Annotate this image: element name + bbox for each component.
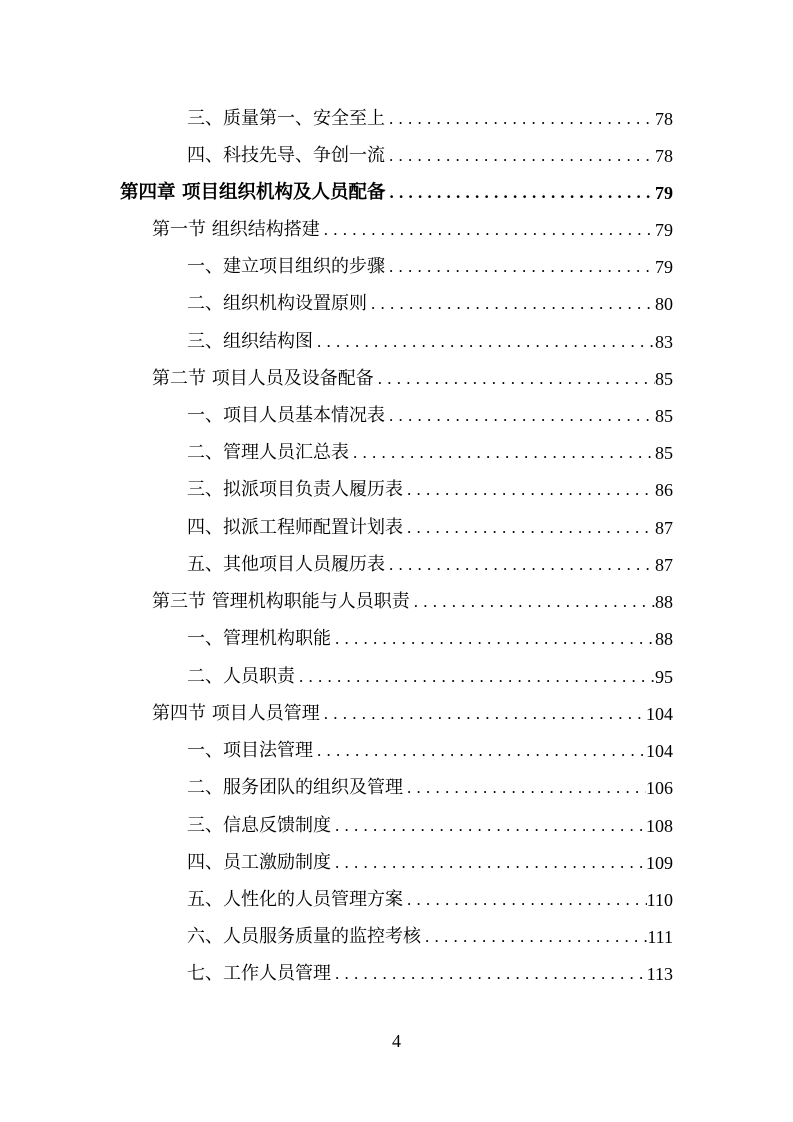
- toc-entry-title: 二、人员职责: [187, 666, 295, 687]
- toc-entry-title: 第四章 项目组织机构及人员配备: [120, 182, 386, 203]
- toc-entry[interactable]: [187, 624, 673, 654]
- toc-entry-page: 113: [646, 964, 673, 984]
- toc-dot-leader: [320, 215, 655, 245]
- toc-entry[interactable]: [187, 550, 673, 580]
- toc-dot-leader: [313, 327, 655, 357]
- toc-dot-leader: [313, 736, 646, 766]
- toc-dot-leader: [331, 811, 646, 841]
- toc-entry[interactable]: [187, 327, 673, 357]
- toc-entry-title: 四、拟派工程师配置计划表: [187, 517, 403, 538]
- toc-entry-title: 七、工作人员管理: [187, 963, 331, 984]
- toc-entry-page: 78: [655, 109, 673, 129]
- toc-section-entry[interactable]: [152, 699, 673, 729]
- toc-entry[interactable]: [187, 885, 673, 915]
- toc-dot-leader: [349, 438, 655, 468]
- toc-entry-title: 一、项目法管理: [187, 740, 313, 761]
- toc-entry-title: 六、人员服务质量的监控考核: [187, 926, 421, 947]
- toc-entry-page: 79: [655, 183, 673, 203]
- toc-entry-page: 106: [646, 778, 673, 798]
- toc-entry-title: 五、其他项目人员履历表: [187, 554, 385, 575]
- toc-entry-page: 104: [646, 704, 673, 724]
- toc-dot-leader: [331, 848, 646, 878]
- toc-dot-leader: [403, 885, 647, 915]
- toc-entry-title: 二、服务团队的组织及管理: [187, 777, 403, 798]
- toc-dot-leader: [385, 550, 655, 580]
- toc-entry[interactable]: [187, 773, 673, 803]
- page-number: 4: [392, 1031, 401, 1051]
- toc-entry-page: 88: [655, 592, 673, 612]
- toc-entry[interactable]: [187, 252, 673, 282]
- toc-entry-page: 87: [655, 555, 673, 575]
- toc-entry-title: 三、质量第一、安全至上: [187, 108, 385, 129]
- toc-entry-page: 87: [655, 518, 673, 538]
- toc-entry[interactable]: [187, 475, 673, 505]
- toc-entry[interactable]: [187, 922, 673, 952]
- toc-entry[interactable]: [187, 289, 673, 319]
- toc-dot-leader: [403, 773, 646, 803]
- toc-entry-title: 第二节 项目人员及设备配备: [152, 368, 374, 389]
- toc-dot-leader: [421, 922, 647, 952]
- toc-entry-page: 79: [655, 257, 673, 277]
- toc-entry[interactable]: [187, 401, 673, 431]
- toc-dot-leader: [385, 401, 655, 431]
- toc-dot-leader: [385, 141, 655, 171]
- toc-entry[interactable]: [187, 736, 673, 766]
- toc-entry-title: 一、管理机构职能: [187, 628, 331, 649]
- toc-entry-page: 95: [655, 667, 673, 687]
- toc-entry-page: 83: [655, 332, 673, 352]
- toc-entry[interactable]: [187, 104, 673, 134]
- toc-entry[interactable]: [187, 848, 673, 878]
- toc-entry-title: 三、信息反馈制度: [187, 815, 331, 836]
- toc-dot-leader: [385, 178, 655, 208]
- toc-entry-page: 80: [655, 294, 673, 314]
- toc-entry[interactable]: [187, 141, 673, 171]
- toc-dot-leader: [320, 699, 646, 729]
- toc-entry-title: 第四节 项目人员管理: [152, 703, 320, 724]
- toc-dot-leader: [331, 624, 655, 654]
- toc-dot-leader: [374, 364, 655, 394]
- toc-entry-title: 四、科技先导、争创一流: [187, 145, 385, 166]
- toc-entry-page: 86: [655, 480, 673, 500]
- toc-section-entry[interactable]: [152, 364, 673, 394]
- toc-dot-leader: [403, 475, 655, 505]
- toc-dot-leader: [331, 959, 647, 989]
- toc-entry-title: 一、建立项目组织的步骤: [187, 256, 385, 277]
- toc-entry-page: 88: [655, 629, 673, 649]
- toc-entry[interactable]: [187, 438, 673, 468]
- toc-dot-leader: [410, 587, 655, 617]
- toc-entry-title: 第三节 管理机构职能与人员职责: [152, 591, 410, 612]
- toc-dot-leader: [295, 662, 655, 692]
- toc-entry[interactable]: [187, 513, 673, 543]
- toc-dot-leader: [403, 513, 655, 543]
- toc-entry-page: 110: [646, 890, 673, 910]
- toc-section-entry[interactable]: [152, 587, 673, 617]
- toc-entry[interactable]: [187, 811, 673, 841]
- toc-entry-page: 108: [646, 816, 673, 836]
- toc-entry-title: 三、组织结构图: [187, 331, 313, 352]
- toc-entry-title: 二、组织机构设置原则: [187, 293, 367, 314]
- toc-entry-page: 85: [655, 443, 673, 463]
- toc-dot-leader: [385, 104, 655, 134]
- toc-entry-title: 五、人性化的人员管理方案: [187, 889, 403, 910]
- toc-entry-title: 一、项目人员基本情况表: [187, 405, 385, 426]
- toc-entry-page: 104: [646, 741, 673, 761]
- toc-entry-page: 79: [655, 220, 673, 240]
- toc-entry-page: 78: [655, 146, 673, 166]
- toc-entry[interactable]: [187, 959, 673, 989]
- toc-entry-title: 二、管理人员汇总表: [187, 442, 349, 463]
- toc-dot-leader: [367, 289, 655, 319]
- toc-dot-leader: [385, 252, 655, 282]
- toc-entry-title: 四、员工激励制度: [187, 852, 331, 873]
- toc-entry-page: 85: [655, 369, 673, 389]
- toc-entry-page: 111: [647, 927, 673, 947]
- toc-entry-page: 85: [655, 406, 673, 426]
- toc-entry-title: 第一节 组织结构搭建: [152, 219, 320, 240]
- toc-chapter-entry[interactable]: [120, 178, 673, 208]
- toc-section-entry[interactable]: [152, 215, 673, 245]
- toc-entry-page: 109: [646, 853, 673, 873]
- toc-entry[interactable]: [187, 662, 673, 692]
- toc-entry-title: 三、拟派项目负责人履历表: [187, 479, 403, 500]
